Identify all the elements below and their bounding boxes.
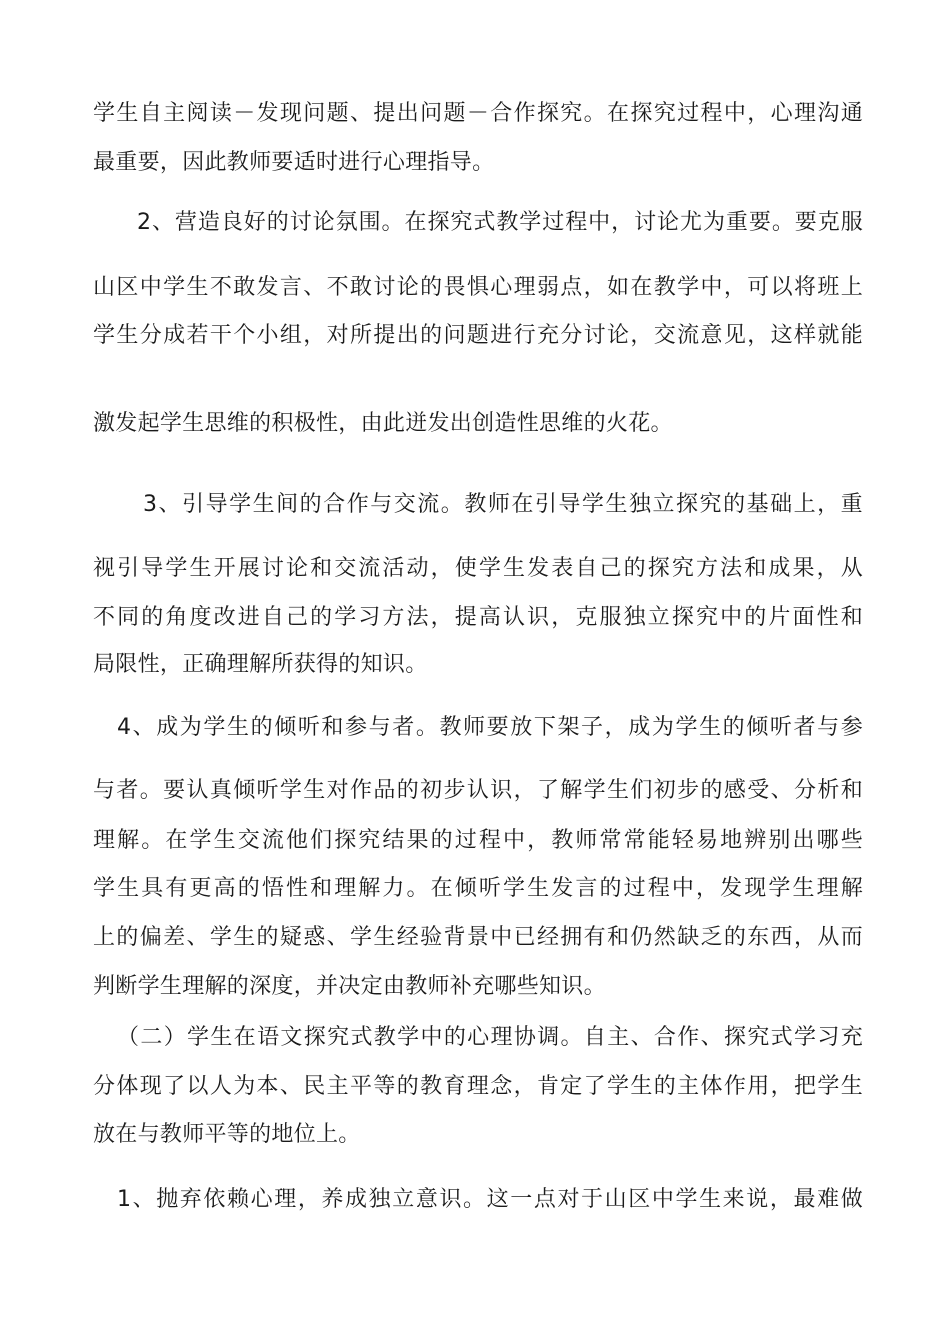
text-line: 放在与教师平等的地位上。 [93,1122,361,1147]
text-line: 学生自主阅读－发现问题、提出问题－合作探究。在探究过程中，心理沟通 [93,101,863,126]
text-line: 4、成为学生的倾听和参与者。教师要放下架子，成为学生的倾听者与参 [117,715,863,740]
text-line: 判断学生理解的深度，并决定由教师补充哪些知识。 [93,974,606,999]
text-line: 分体现了以人为本、民主平等的教育理念，肯定了学生的主体作用，把学生 [93,1074,863,1099]
text-line: 山区中学生不敢发言、不敢讨论的畏惧心理弱点，如在教学中，可以将班上 [93,275,863,300]
text-line: 3、引导学生间的合作与交流。教师在引导学生独立探究的基础上，重 [143,492,863,517]
text-line: （二）学生在语文探究式教学中的心理协调。自主、合作、探究式学习充 [117,1025,863,1050]
text-line: 学生具有更高的悟性和理解力。在倾听学生发言的过程中，发现学生理解 [93,876,863,901]
text-line: 理解。在学生交流他们探究结果的过程中，教师常常能轻易地辨别出哪些 [93,828,863,853]
text-line: 最重要，因此教师要适时进行心理指导。 [93,150,495,175]
text-line: 1、抛弃依赖心理，养成独立意识。这一点对于山区中学生来说，最难做 [117,1187,863,1212]
text-line: 局限性，正确理解所获得的知识。 [93,652,428,677]
text-line: 上的偏差、学生的疑惑、学生经验背景中已经拥有和仍然缺乏的东西，从而 [93,925,863,950]
text-line: 2、营造良好的讨论氛围。在探究式教学过程中，讨论尤为重要。要克服 [137,210,863,235]
text-line: 激发起学生思维的积极性，由此迸发出创造性思维的火花。 [93,411,673,436]
text-line: 与者。要认真倾听学生对作品的初步认识，了解学生们初步的感受、分析和 [93,778,863,803]
text-line: 学生分成若干个小组，对所提出的问题进行充分讨论，交流意见，这样就能 [93,323,863,348]
text-line: 视引导学生开展讨论和交流活动，使学生发表自己的探究方法和成果，从 [93,556,863,581]
text-line: 不同的角度改进自己的学习方法，提高认识，克服独立探究中的片面性和 [93,605,863,630]
